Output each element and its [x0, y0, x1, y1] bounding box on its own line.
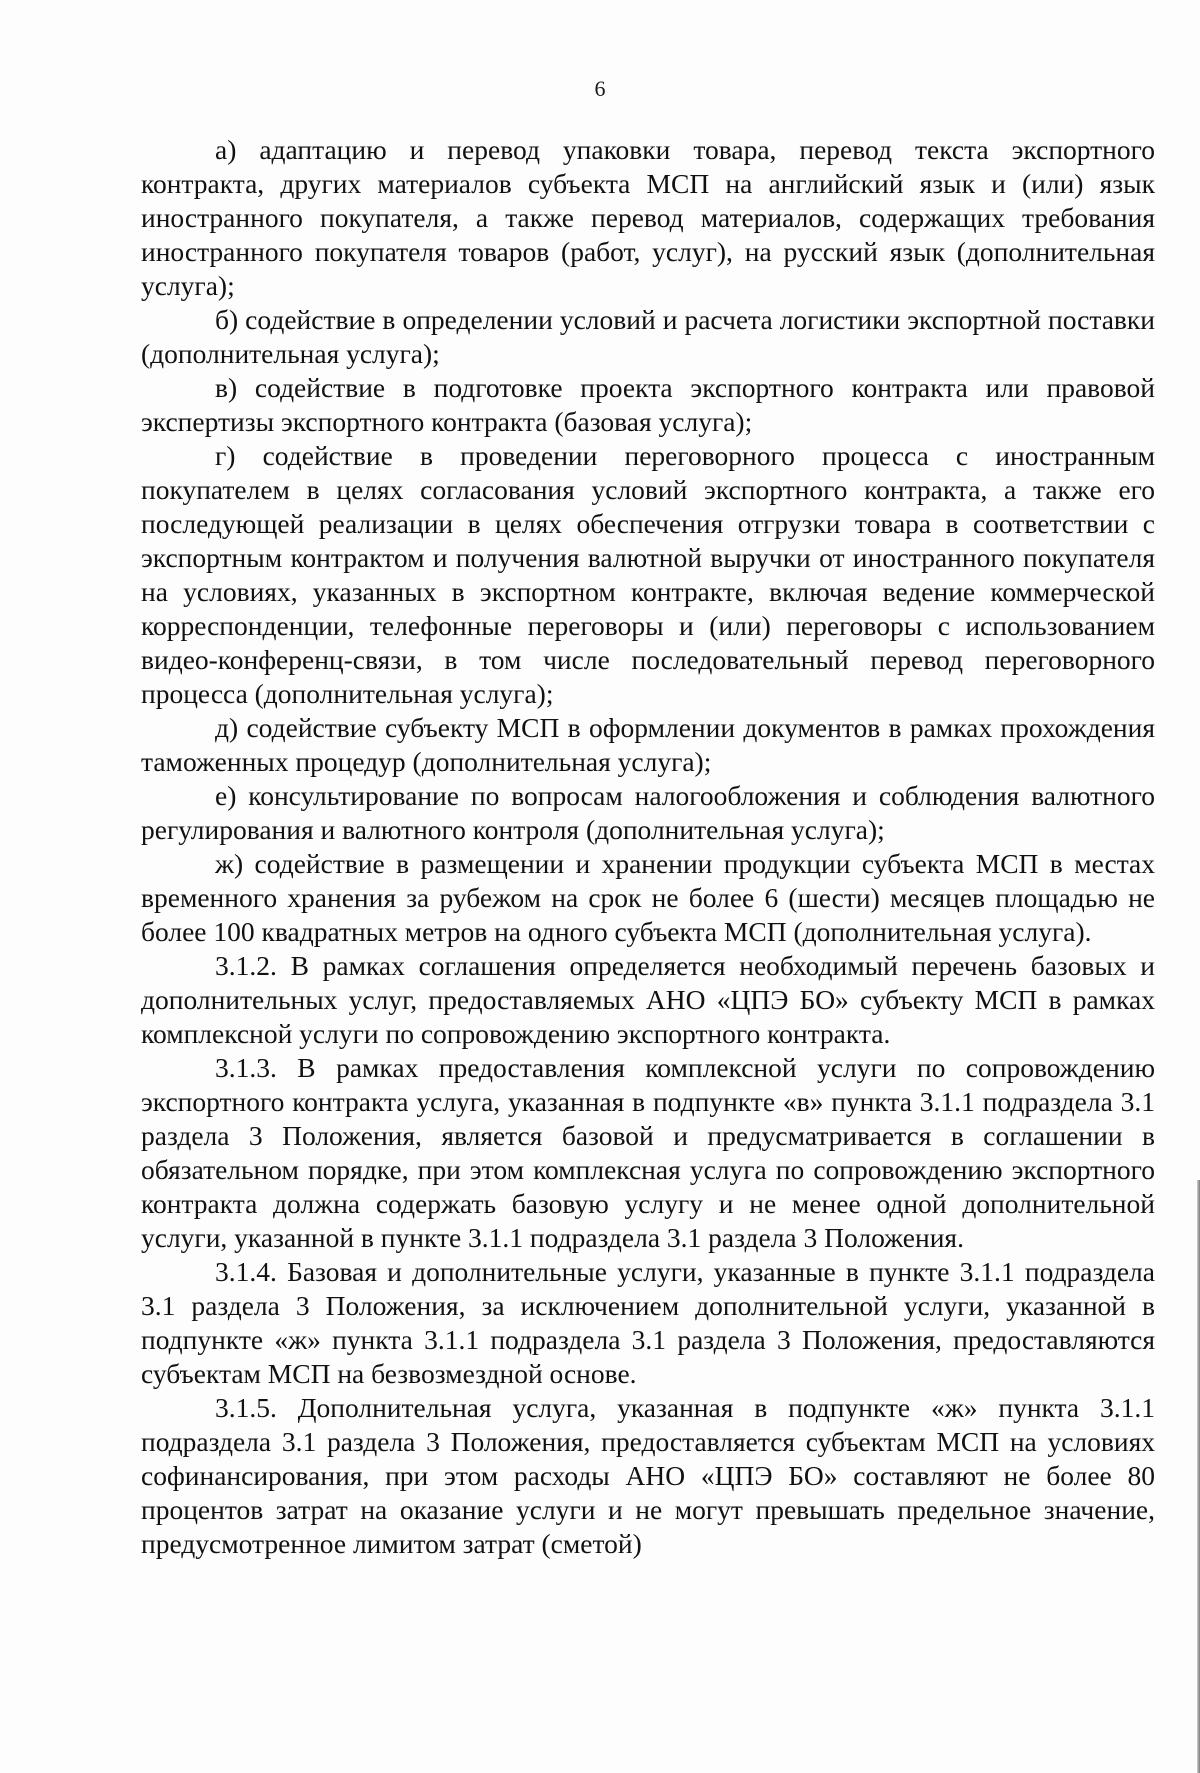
paragraph-3-1-2: 3.1.2. В рамках соглашения определяется необходимый перечень базовых и дополнительных услуг, предоставляемых АНО «ЦПЭ БО» субъекту МСП в рамках комплексной услуги по сопровождению экспортного контракта.: [141, 950, 1155, 1049]
page-number: 6: [594, 76, 606, 101]
paragraph-item-zh: ж) содействие в размещении и хранении продукции субъекта МСП в местах временного хранения за рубежом на срок не более 6 (шести) месяцев площадью не более 100 квадратных метров на одного субъекта МСП (дополнительная услуга).: [141, 848, 1155, 947]
paragraph-3-1-4: 3.1.4. Базовая и дополнительные услуги, указанные в пункте 3.1.1 подраздела 3.1 раздела 3 Положения, за исключением дополнительной услуги, указанной в подпункте «ж» пункта 3.1.1 подраздела 3.1 раздела 3 Положения, предоставляются субъектам МСП на безвозмездной основе.: [141, 1256, 1155, 1389]
paragraph-item-b: б) содействие в определении условий и расчета логистики экспортной поставки (дополнительная услуга);: [141, 304, 1155, 369]
paragraph-3-1-3: 3.1.3. В рамках предоставления комплексной услуги по сопровождению экспортного контракта услуга, указанная в подпункте «в» пункта 3.1.1 подраздела 3.1 раздела 3 Положения, является базовой и предусматривается в соглашении в обязательном порядке, при этом комплексная услуга по сопровождению экспортного контракта должна содержать базовую услугу и не менее одной дополнительной услуги, указанной в пункте 3.1.1 подраздела 3.1 раздела 3 Положения.: [141, 1052, 1155, 1253]
paragraph-3-1-5: 3.1.5. Дополнительная услуга, указанная в подпункте «ж» пункта 3.1.1 подраздела 3.1 раздела 3 Положения, предоставляется субъектам МСП на условиях софинансирования, при этом расходы АНО «ЦПЭ БО» составляют не более 80 процентов затрат на оказание услуги и не могут превышать предельное значение, предусмотренное лимитом затрат (сметой): [141, 1392, 1155, 1559]
document-body: [141, 133, 1155, 1561]
paragraph-item-d: д) содействие субъекту МСП в оформлении документов в рамках прохождения таможенных процедур (дополнительная услуга);: [141, 712, 1155, 777]
paragraph-item-g: г) содействие в проведении переговорного процесса с иностранным покупателем в целях согласования условий экспортного контракта, а также его последующей реализации в целях обеспечения отгрузки товара в соответствии с экспортным контрактом и получения валютной выручки от иностранного покупателя на условиях, указанных в экспортном контракте, включая ведение коммерческой корреспонденции, телефонные переговоры и (или) переговоры с использованием видео-конференц-связи, в том числе последовательный перевод переговорного процесса (дополнительная услуга);: [141, 440, 1155, 709]
paragraph-item-v: в) содействие в подготовке проекта экспортного контракта или правовой экспертизы экспортного контракта (базовая услуга);: [141, 372, 1155, 437]
paragraph-item-a: а) адаптацию и перевод упаковки товара, перевод текста экспортного контракта, других материалов субъекта МСП на английский язык и (или) язык иностранного покупателя, а также перевод материалов, содержащих требования иностранного покупателя товаров (работ, услуг), на русский язык (дополнительная услуга);: [141, 134, 1155, 301]
paragraph-item-e: е) консультирование по вопросам налогообложения и соблюдения валютного регулирования и валютного контроля (дополнительная услуга);: [141, 780, 1155, 845]
